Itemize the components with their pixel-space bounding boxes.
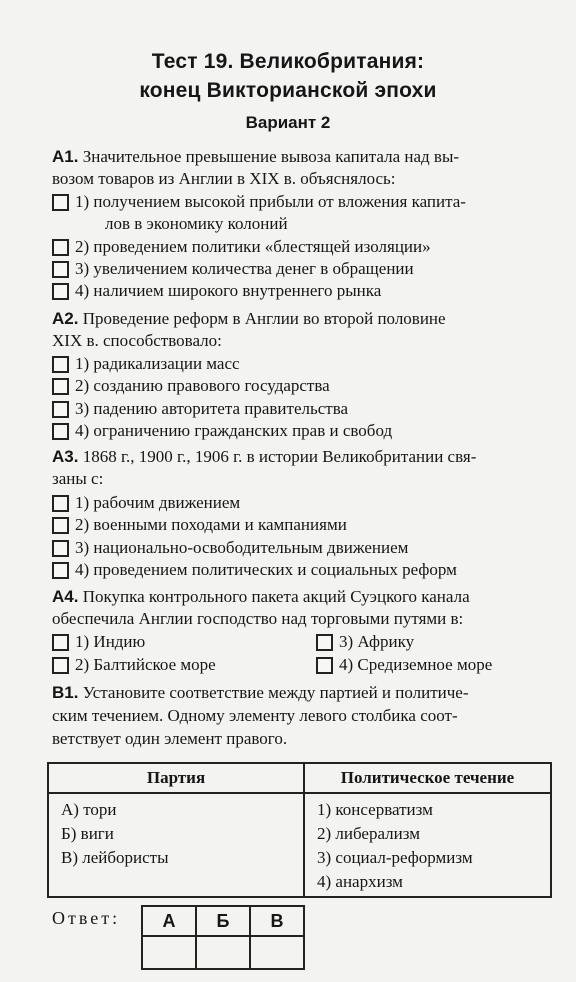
checkbox-a2-3[interactable] xyxy=(52,401,69,418)
question-label: А4. xyxy=(52,587,79,606)
current-item: 2) либерализм xyxy=(317,824,420,843)
question-a2 xyxy=(52,308,446,330)
header-political-current: Политическое течение xyxy=(304,763,551,793)
checkbox-a4-2[interactable] xyxy=(52,657,69,674)
title-line-2: конец Викторианской эпохи xyxy=(139,79,437,102)
checkbox-a2-1[interactable] xyxy=(52,356,69,373)
question-text: Покупка контрольного пакета акций Суэцкого канала xyxy=(82,587,470,606)
title-line-1: Тест 19. Великобритания: xyxy=(151,50,425,73)
question-text-cont: ским течением. Одному элементу левого столбика соот- xyxy=(52,706,458,725)
option-a3-1: 1) рабочим движением xyxy=(75,493,241,512)
question-text: Проведение реформ в Англии во второй половине xyxy=(82,309,446,328)
question-b1 xyxy=(52,682,469,704)
option-a2-4: 4) ограничению гражданских прав и свобод xyxy=(75,421,393,440)
option-a1-1: 1) получением высокой прибыли от вложения капита- xyxy=(75,192,466,211)
answer-cell-a[interactable] xyxy=(142,936,196,969)
current-item: 3) социал-реформизм xyxy=(317,848,473,867)
question-text-cont: обеспечила Англии господство над торговыми путями в: xyxy=(52,609,464,628)
question-label: А1. xyxy=(52,147,79,166)
current-item: 1) консерватизм xyxy=(317,800,433,819)
option-a3-4: 4) проведением политических и социальных реформ xyxy=(75,560,457,579)
answer-column-v: В xyxy=(250,906,304,936)
option-a2-3: 3) падению авторитета правительства xyxy=(75,399,349,418)
option-a3-3: 3) национально-освободительным движением xyxy=(75,538,409,557)
answer-column-b: Б xyxy=(196,906,250,936)
party-column xyxy=(48,793,304,897)
question-a1 xyxy=(52,146,459,168)
option-a2-1: 1) радикализации масс xyxy=(75,354,240,373)
checkbox-a3-2[interactable] xyxy=(52,517,69,534)
option-a1-2: 2) проведением политики «блестящей изоляции» xyxy=(75,237,431,256)
question-text: 1868 г., 1900 г., 1906 г. в истории Великобритании свя- xyxy=(82,447,477,466)
checkbox-a4-4[interactable] xyxy=(316,657,333,674)
checkbox-a1-1[interactable] xyxy=(52,194,69,211)
question-label: А2. xyxy=(52,309,79,328)
option-a1-1-cont: лов в экономику колоний xyxy=(105,214,288,233)
checkbox-a1-2[interactable] xyxy=(52,239,69,256)
option-a1-4: 4) наличием широкого внутреннего рынка xyxy=(75,281,382,300)
party-item: В) лейбористы xyxy=(61,848,169,867)
party-item: Б) виги xyxy=(61,824,114,843)
question-text-cont: заны с: xyxy=(52,469,104,488)
question-text: Установите соответствие между партией и политиче- xyxy=(82,683,469,702)
current-column xyxy=(304,793,551,897)
question-text-cont: XIX в. способствовало: xyxy=(52,331,222,350)
checkbox-a4-1[interactable] xyxy=(52,634,69,651)
answer-cell-v[interactable] xyxy=(250,936,304,969)
answer-label: Ответ: xyxy=(52,908,121,928)
option-a4-2: 2) Балтийское море xyxy=(75,655,216,674)
checkbox-a2-4[interactable] xyxy=(52,423,69,440)
party-item: А) тори xyxy=(61,800,117,819)
question-text-cont: ветствует один элемент правого. xyxy=(52,729,288,748)
checkbox-a2-2[interactable] xyxy=(52,378,69,395)
checkbox-a1-3[interactable] xyxy=(52,261,69,278)
question-a3 xyxy=(52,446,476,468)
checkbox-a3-1[interactable] xyxy=(52,495,69,512)
question-a4 xyxy=(52,586,470,608)
matching-table xyxy=(47,762,552,898)
answer-cell-b[interactable] xyxy=(196,936,250,969)
question-text-cont: возом товаров из Англии в XIX в. объяснялось: xyxy=(52,169,396,188)
question-text: Значительное превышение вывоза капитала над вы- xyxy=(82,147,460,166)
variant-heading: Вариант 2 xyxy=(245,113,331,132)
option-a4-1: 1) Индию xyxy=(75,632,146,651)
option-a2-2: 2) созданию правового государства xyxy=(75,376,330,395)
option-a3-2: 2) военными походами и кампаниями xyxy=(75,515,347,534)
option-a4-3: 3) Африку xyxy=(339,632,415,651)
header-party: Партия xyxy=(48,763,304,793)
question-label: А3. xyxy=(52,447,79,466)
checkbox-a1-4[interactable] xyxy=(52,283,69,300)
checkbox-a3-3[interactable] xyxy=(52,540,69,557)
checkbox-a3-4[interactable] xyxy=(52,562,69,579)
current-item: 4) анархизм xyxy=(317,872,403,891)
answer-grid xyxy=(141,905,305,970)
question-label: В1. xyxy=(52,683,79,702)
option-a4-4: 4) Средиземное море xyxy=(339,655,493,674)
option-a1-3: 3) увеличением количества денег в обращении xyxy=(75,259,414,278)
answer-column-a: А xyxy=(142,906,196,936)
checkbox-a4-3[interactable] xyxy=(316,634,333,651)
